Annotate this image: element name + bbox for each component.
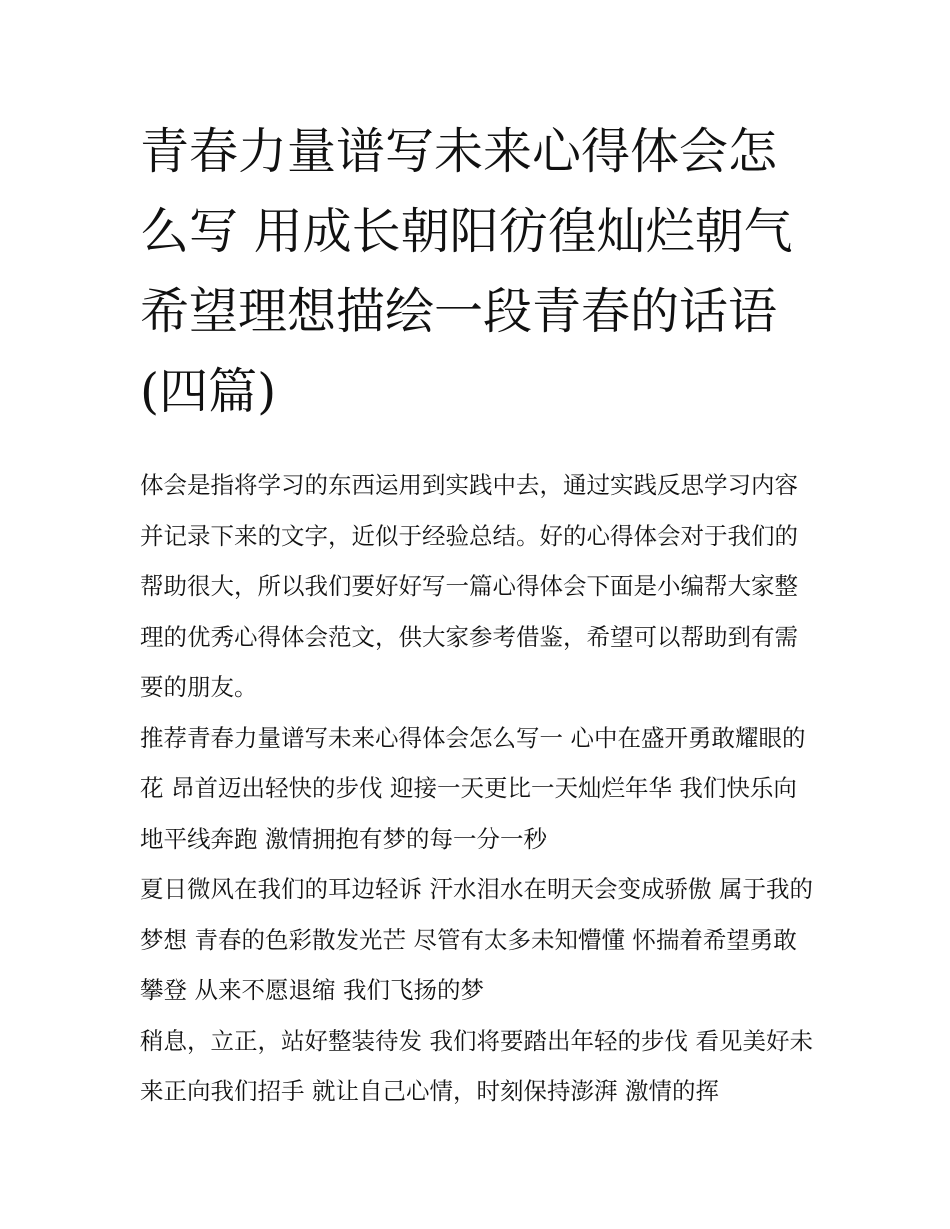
document-title: 青春力量谱写未来心得体会怎么写 用成长朝阳彷徨灿烂朝气希望理想描绘一段青春的话语(四篇) (140, 123, 793, 420)
paragraph-poem-2: 夏日微风在我们的耳边轻诉 汗水泪水在明天会变成骄傲 属于我的梦想 青春的色彩散发光芒 尽管有太多未知懵懂 怀揣着希望勇敢攀登 从来不愿退缩 我们飞扬的梦 (140, 875, 813, 1004)
paragraph-poem-1: 推荐青春力量谱写未来心得体会怎么写一 心中在盛开勇敢耀眼的花 昂首迈出轻快的步伐 迎接一天更比一天灿烂年华 我们快乐向地平线奔跑 激情拥抱有梦的每一分一秒 (140, 723, 806, 853)
document-body (140, 112, 815, 1117)
paragraph-intro: 体会是指将学习的东西运用到实践中去，通过实践反思学习内容并记录下来的文字，近似于经验总结。好的心得体会对于我们的帮助很大，所以我们要好好写一篇心得体会下面是小编帮大家整理的优秀心得体会范文，供大家参考借鉴，希望可以帮助到有需要的朋友。 (140, 471, 798, 701)
paragraph-poem-3: 稍息，立正，站好整装待发 我们将要踏出年轻的步伐 看见美好未来正向我们招手 就让自己心情，时刻保持澎湃 激情的挥 (140, 1026, 813, 1105)
